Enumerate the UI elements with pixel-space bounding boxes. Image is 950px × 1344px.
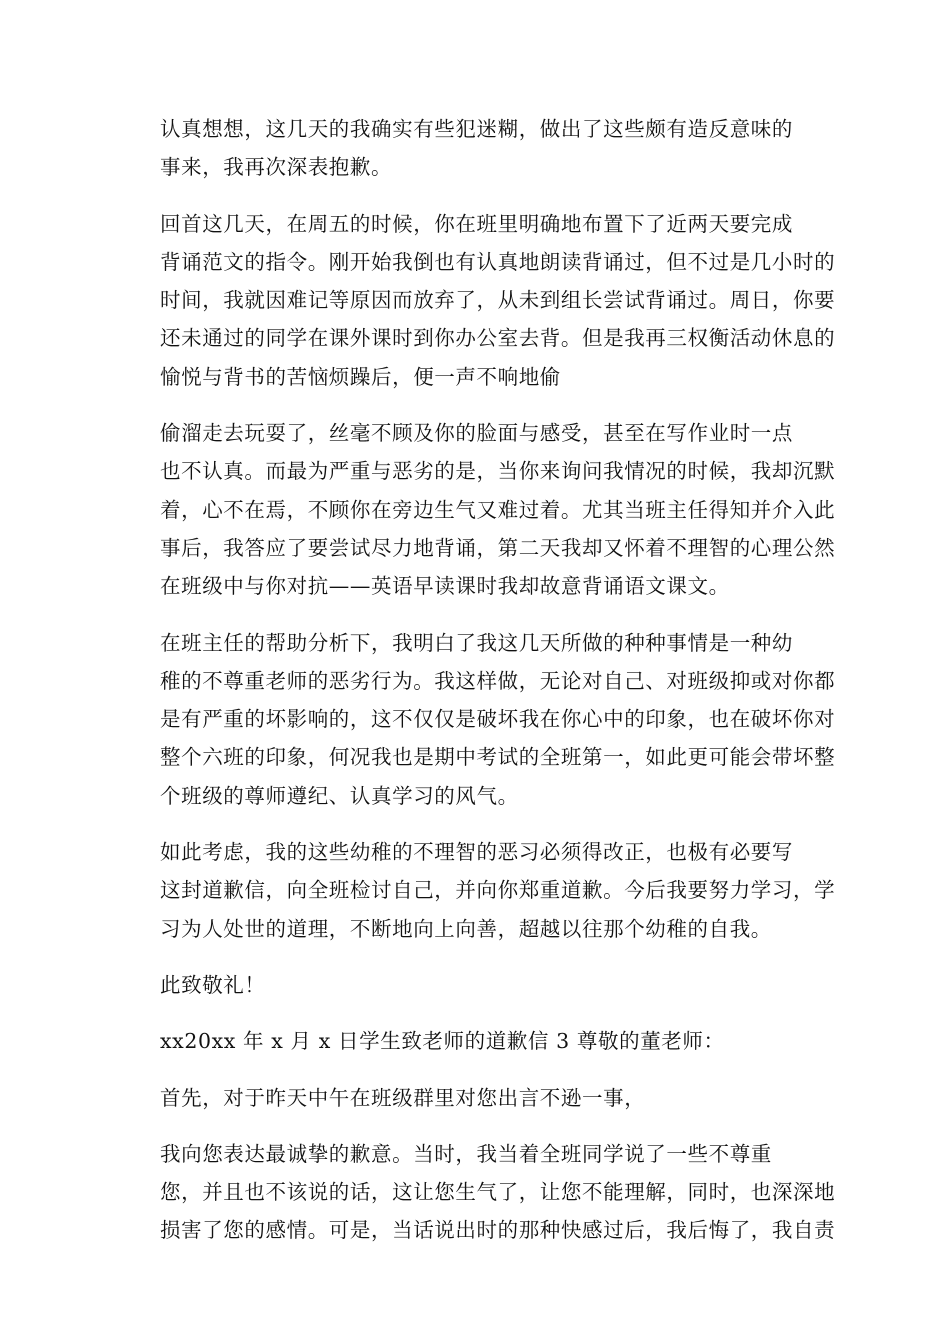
text-line: 个班级的尊师遵纪、认真学习的风气。 — [160, 783, 519, 808]
text-line: 事来，我再次深表抱歉。 — [160, 155, 393, 180]
text-line: 时间，我就因难记等原因而放弃了，从未到组长尝试背诵过。周日，你要 — [160, 288, 836, 313]
text-line: 是有严重的坏影响的，这不仅仅是破坏我在你心中的印象，也在破坏你对 — [160, 707, 836, 732]
paragraph-4 — [116, 624, 836, 815]
text-line: 此致敬礼！ — [160, 972, 266, 997]
text-line: 认真想想，这几天的我确实有些犯迷糊，做出了这些颇有造反意味的 — [160, 117, 793, 141]
text-line: 如此考虑，我的这些幼稚的不理智的恶习必须得改正，也极有必要写 — [160, 840, 793, 865]
text-line: 着，心不在焉，不顾你在旁边生气又难过着。尤其当班主任得知并介入此 — [160, 497, 836, 522]
text-line: 也不认真。而最为严重与恶劣的是，当你来询问我情况的时候，我却沉默 — [160, 459, 836, 484]
paragraph-5 — [116, 833, 836, 948]
text-line: 我向您表达最诚挚的歉意。当时，我当着全班同学说了一些不尊重 — [160, 1141, 772, 1166]
date-and-next-letter-heading — [116, 1022, 836, 1060]
text-line: 损害了您的感情。可是，当话说出时的那种快感过后，我后悔了，我自责 — [160, 1218, 836, 1243]
paragraph-6 — [116, 1079, 836, 1117]
text-line: 愉悦与背书的苦恼烦躁后，便一声不响地偷 — [160, 364, 561, 389]
text-line: 在班级中与你对抗——英语早读课时我却故意背诵语文课文。 — [160, 574, 730, 599]
paragraph-2 — [116, 205, 836, 396]
text-line: 在班主任的帮助分析下，我明白了我这几天所做的种种事情是一种幼 — [160, 630, 793, 655]
text-line: 您，并且也不该说的话，这让您生气了，让您不能理解，同时，也深深地 — [160, 1180, 836, 1205]
text-line: 这封道歉信，向全班检讨自己，并向你郑重道歉。今后我要努力学习，学 — [160, 878, 836, 903]
text-line: 稚的不尊重老师的恶劣行为。我这样做，无论对自己、对班级抑或对你都 — [160, 668, 836, 693]
text-line: 偷溜走去玩耍了，丝毫不顾及你的脸面与感受，甚至在写作业时一点 — [160, 421, 793, 446]
paragraph-1 — [116, 110, 836, 187]
text-line: xx20xx 年 x 月 x 日学生致老师的道歉信 3 尊敬的董老师： — [160, 1029, 725, 1054]
paragraph-7 — [116, 1135, 836, 1250]
text-line: 首先，对于昨天中午在班级群里对您出言不逊一事， — [160, 1085, 646, 1110]
text-line: 还未通过的同学在课外课时到你办公室去背。但是我再三权衡活动休息的 — [160, 326, 836, 351]
text-line: 整个六班的印象，何况我也是期中考试的全班第一，如此更可能会带坏整 — [160, 745, 836, 770]
paragraph-3 — [116, 414, 836, 605]
text-line: 习为人处世的道理，不断地向上向善，超越以往那个幼稚的自我。 — [160, 916, 772, 941]
text-line: 回首这几天，在周五的时候，你在班里明确地布置下了近两天要完成 — [160, 211, 793, 236]
closing-salutation — [116, 966, 836, 1004]
letter-body — [116, 110, 836, 1268]
text-line: 事后，我答应了要尝试尽力地背诵，第二天我却又怀着不理智的心理公然 — [160, 535, 836, 560]
text-line: 背诵范文的指令。刚开始我倒也有认真地朗读背诵过，但不过是几小时的 — [160, 249, 836, 274]
